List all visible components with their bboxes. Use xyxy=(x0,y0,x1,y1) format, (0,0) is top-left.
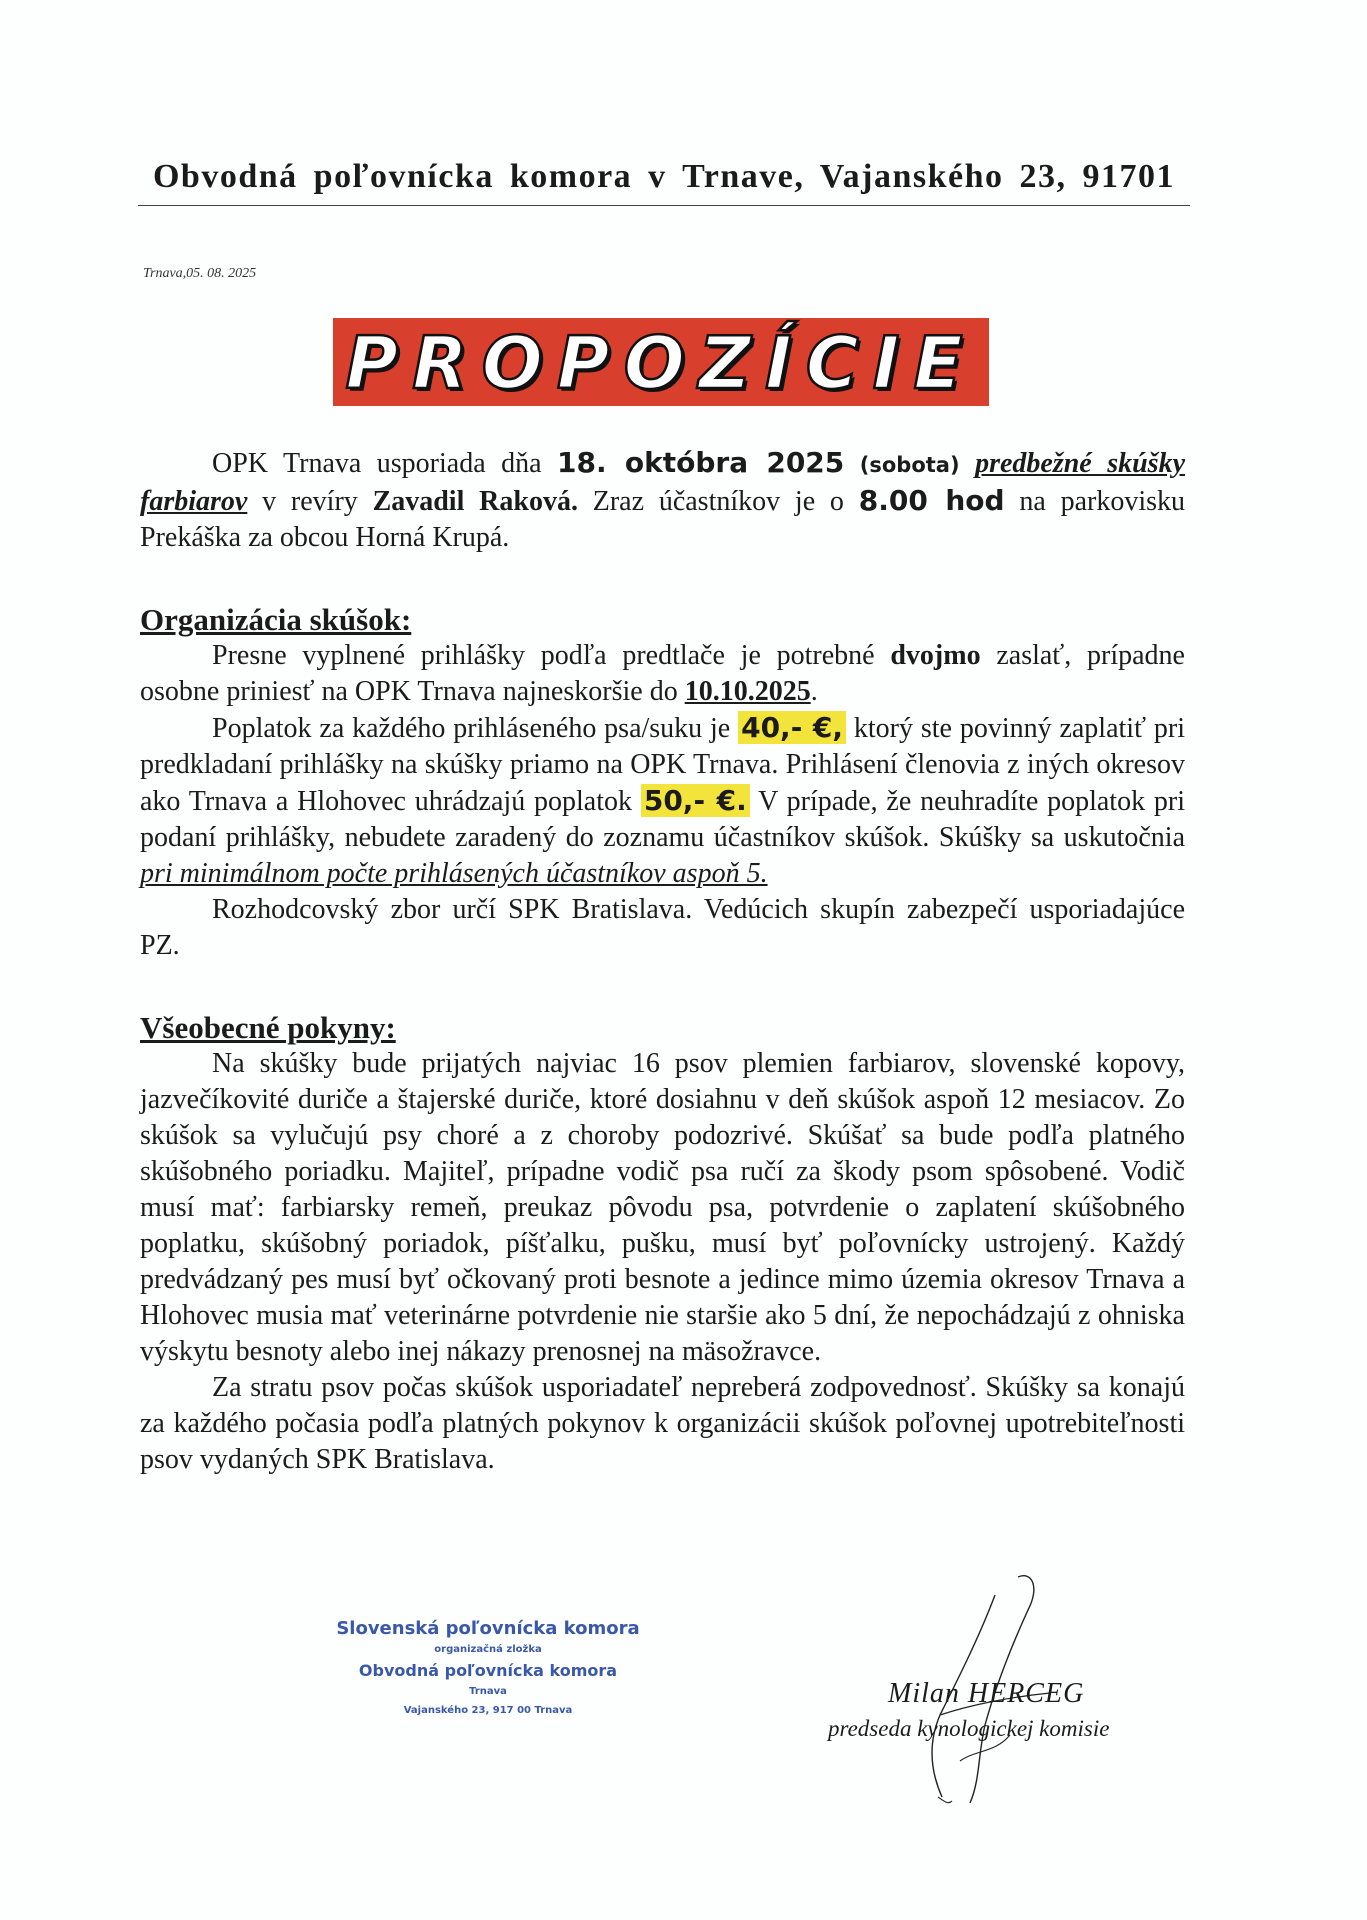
meeting-time: 8.00 hod xyxy=(858,484,1005,517)
signatory-role: predseda kynologickej komisie xyxy=(828,1716,1110,1741)
stamp-line-1: Slovenská poľovnícka komora xyxy=(336,1618,640,1639)
deadline-date: 10.10.2025 xyxy=(684,676,811,707)
organization-header: Obvodná poľovnícka komora v Trnave, Vajanského 23, 91701 xyxy=(152,158,1176,195)
general-paragraph-2: Za stratu psov počas skúšok usporiadateľ nepreberá zodpovednosť. Skúšky sa konajú za každého počasia podľa platných pokynov k organizácii skúšok poľovnej upotrebiteľnosti psov vydaných SPK Bratislava. xyxy=(140,1372,1185,1475)
official-stamp xyxy=(318,1616,658,1722)
document-body xyxy=(140,445,1185,1478)
org-paragraph-3: Rozhodcovský zbor určí SPK Bratislava. Vedúcich skupín zabezpečí usporiadajúce PZ. xyxy=(140,894,1185,961)
general-paragraph-1: Na skúšky bude prijatých najviac 16 psov plemien farbiarov, slovenské kopovy, jazvečíkovité duriče a štajerské duriče, ktoré dosiahnu v deň skúšok aspoň 12 mesiacov. Zo skúšok sa vylučujú psy choré a z choroby podozrivé. Skúšať sa bude podľa platného skúšobného poriadku. Majiteľ, prípadne vodič psa ručí za škody psom spôsobené. Vodič musí mať: farbiarsky remeň, preukaz pôvodu psa, potvrdenie o zaplatení skúšobného poplatku, skúšobný poriadok, píšťalku, pušku, musí byť poľovnícky ustrojený. Každý predvádzaný pes musí byť očkovaný proti besnote a jedince mimo územia okresov Trnava a Hlohovec musia mať veterinárne potvrdenie nie staršie ako 5 dní, že nepochádzajú z ohniska výskytu besnoty alebo inej nákazy prenosnej na mäsožravce. xyxy=(140,1048,1185,1367)
event-name: predbežné skúšky farbiarov xyxy=(140,448,1186,517)
signatory-name: Milan HERCEG xyxy=(888,1678,1085,1709)
org-section-title: Organizácia skúšok: xyxy=(140,602,412,637)
stamp-line-3: Obvodná poľovnícka komora xyxy=(358,1661,618,1680)
event-revir: Zavadil Raková. xyxy=(372,486,578,517)
stamp-line-5: Vajanského 23, 917 00 Trnava xyxy=(403,1705,573,1716)
fee-highlight-2: 50,- €. xyxy=(641,784,750,817)
event-day: (sobota) xyxy=(859,453,960,477)
document-date: Trnava,05. 08. 2025 xyxy=(143,266,257,281)
event-date: 18. októbra 2025 xyxy=(557,446,845,479)
stamp-line-4: Trnava xyxy=(469,1686,507,1697)
general-section-title: Všeobecné pokyny: xyxy=(140,1010,396,1045)
org-paragraph-1: Presne vyplnené prihlášky podľa predtlače je potrebné dvojmo zaslať, prípadne osobne priniesť na OPK Trnava najneskoršie do 10.10.2025. xyxy=(140,640,1185,707)
org-paragraph-2: Poplatok za každého prihláseného psa/suku je 40,- €, ktorý ste povinný zaplatiť pri predkladaní prihlášky na skúšky priamo na OPK Trnava. Prihlásení členovia z iných okresov ako Trnava a Hlohovec uhrádzajú poplatok 50,- €. V prípade, že neuhradíte poplatok pri podaní prihlášky, nebudete zaradený do zoznamu účastníkov skúšok. Skúšky sa uskutočnia pri minimálnom počte prihlásených účastníkov aspoň 5. xyxy=(140,711,1185,889)
title-banner xyxy=(333,318,989,406)
fee-highlight-1: 40,- €, xyxy=(738,711,846,744)
intro-paragraph: OPK Trnava usporiada dňa 18. októbra 2025 (sobota) predbežné skúšky farbiarov v revíry Zavadil Raková. Zraz účastníkov je o 8.00 hod na parkovisku Prekáška za obcou Horná Krupá. xyxy=(140,446,1186,553)
header-rule xyxy=(138,205,1190,206)
stamp-line-2: organizačná zložka xyxy=(434,1644,542,1655)
banner-title: PROPOZÍCIE xyxy=(345,321,977,405)
minimum-participants: pri minimálnom počte prihlásených účastníkov aspoň 5. xyxy=(140,858,768,889)
